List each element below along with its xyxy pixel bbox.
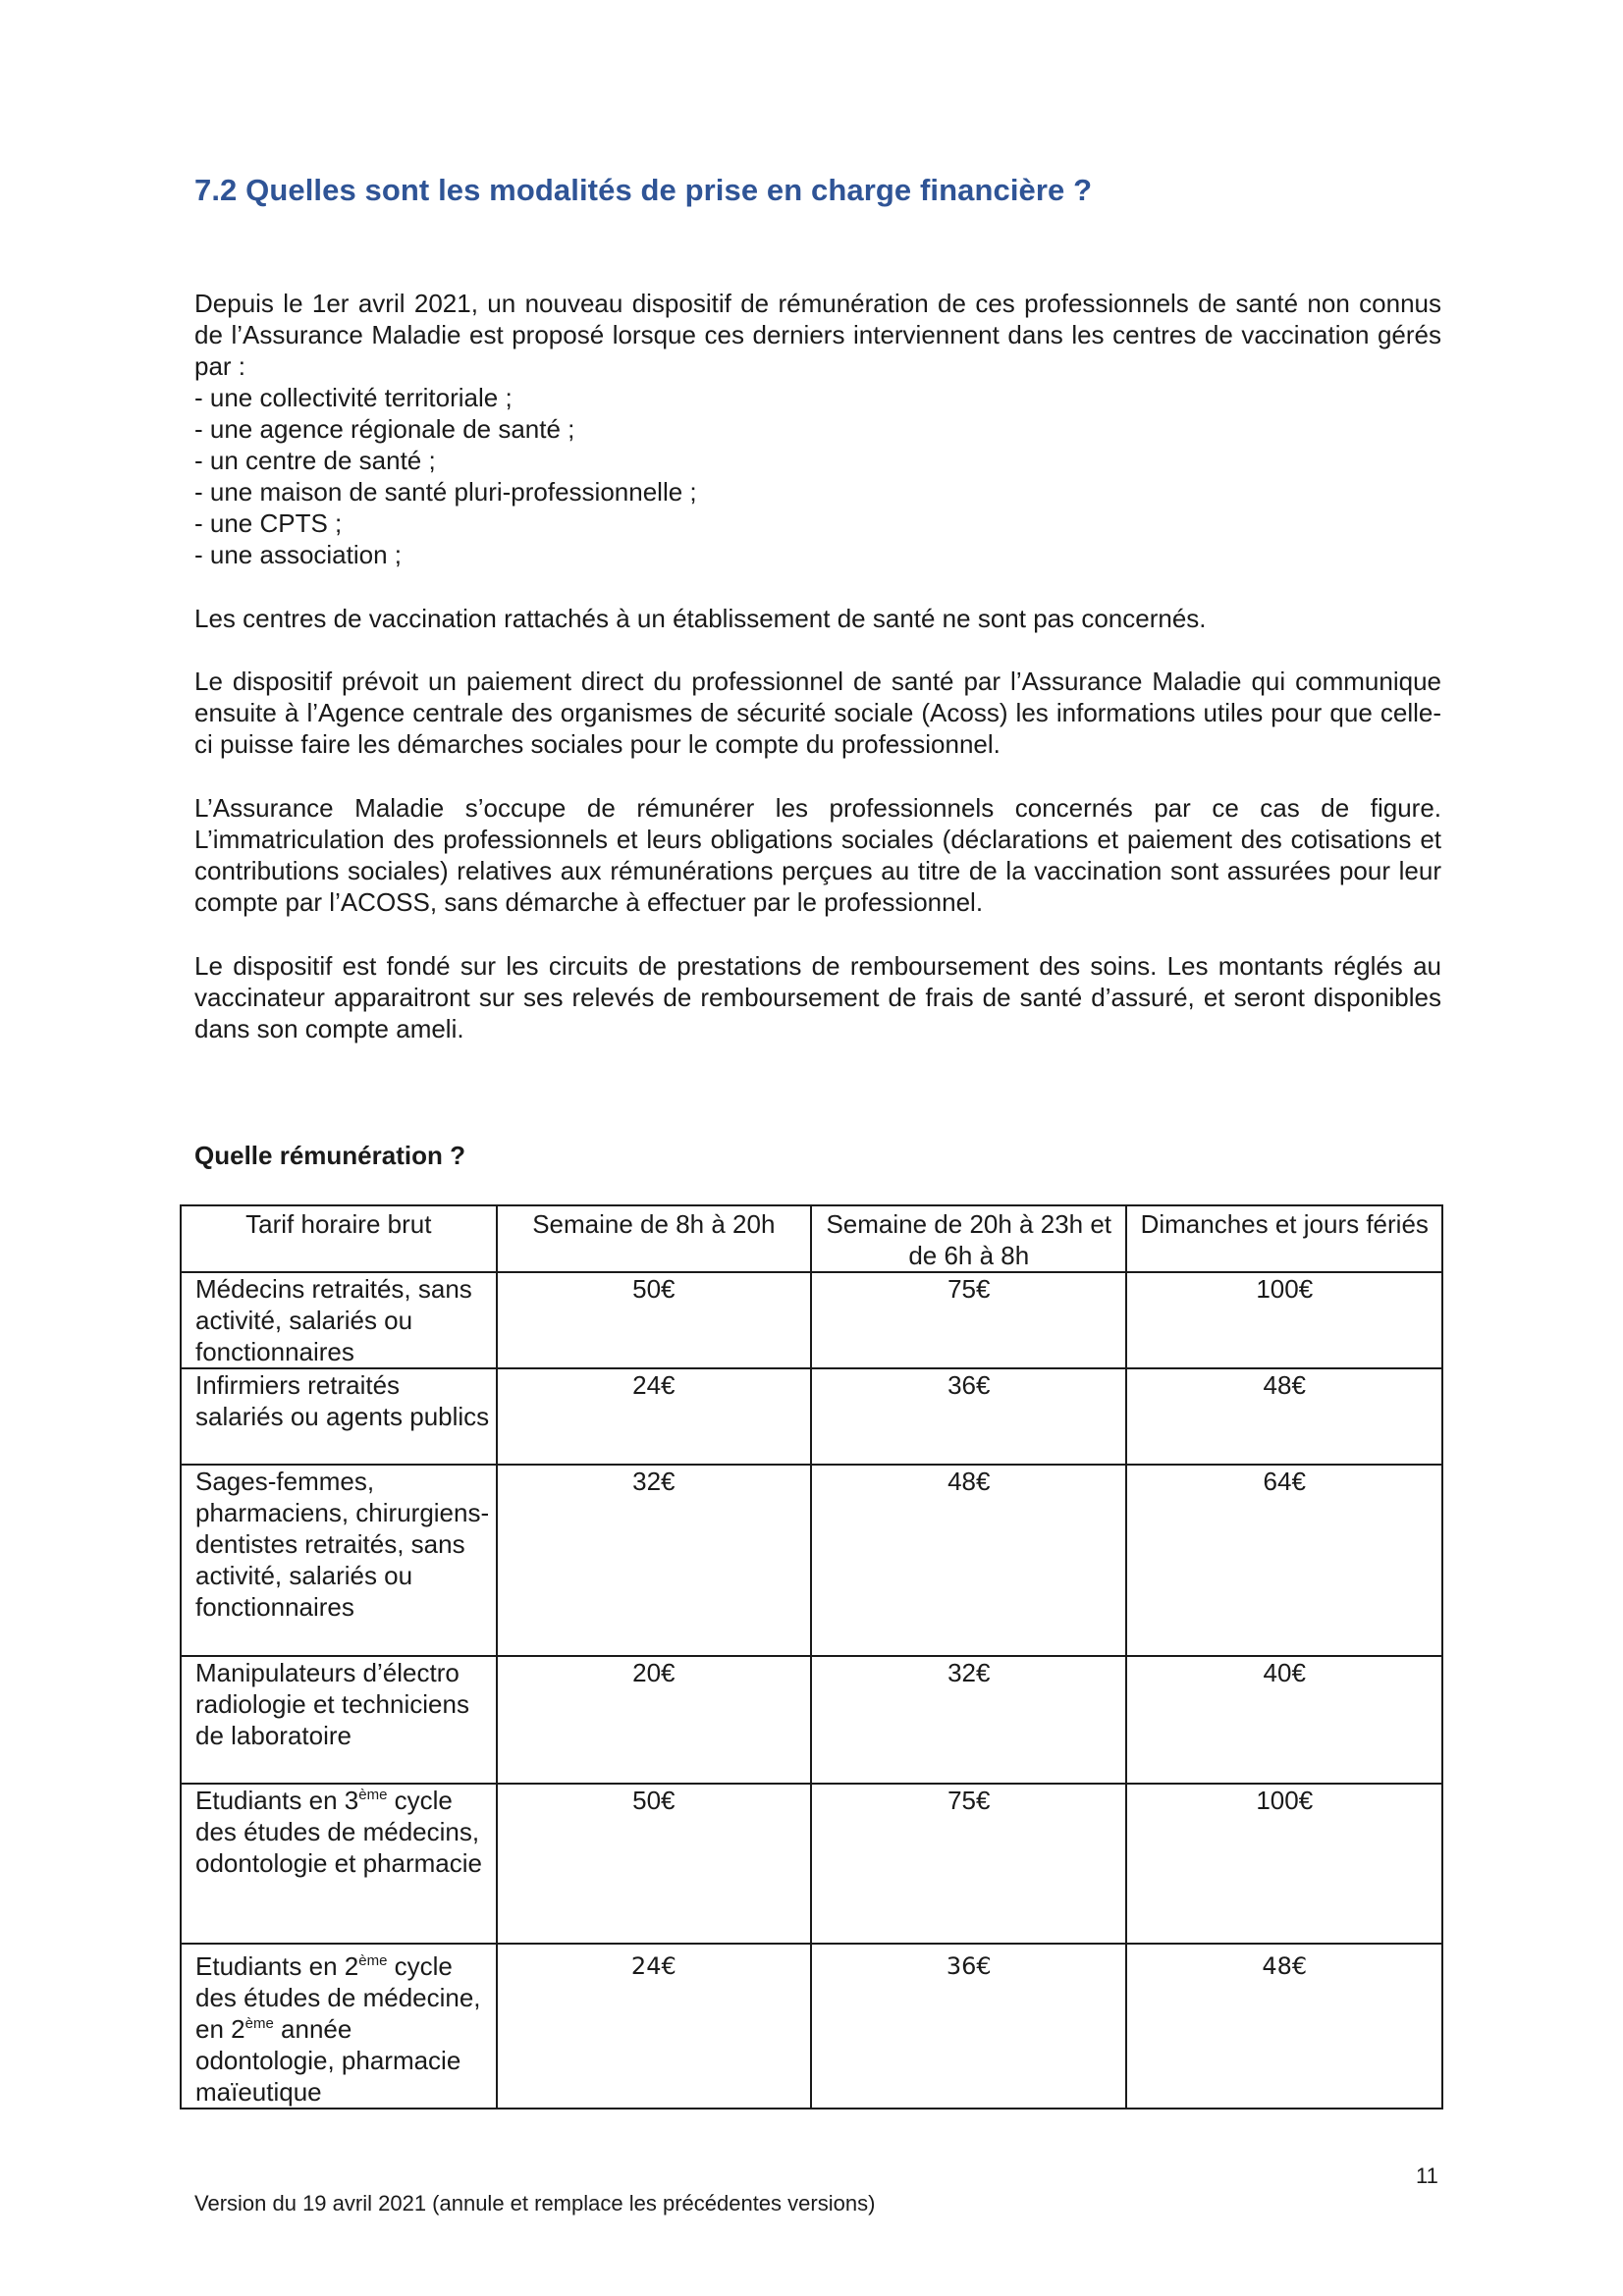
rate-cell: 48€ (811, 1465, 1126, 1656)
row-label: Sages-femmes, pharmaciens, chirurgiens-dentistes retraités, sans activité, salariés ou fonctionnaires (181, 1465, 497, 1656)
list-item: - une collectivité territoriale ; (194, 383, 513, 412)
rate-cell: 32€ (497, 1465, 811, 1656)
rate-cell: 48€ (1126, 1944, 1442, 2109)
rate-cell: 20€ (497, 1656, 811, 1784)
paragraph-reimbursement: Le dispositif est fondé sur les circuits de prestations de remboursement des soins. Les montants réglés au vaccinateur apparaitront sur ses relevés de remboursement de frais de santé d’assuré, et seront disponibles dans son compte ameli. (194, 951, 1441, 1043)
column-header: Semaine de 8h à 20h (497, 1205, 811, 1272)
column-header: Semaine de 20h à 23h et de 6h à 8h (811, 1205, 1126, 1272)
page-number: 11 (1416, 2163, 1438, 2188)
list-item: - une CPTS ; (194, 508, 343, 538)
row-label: Etudiants en 3ème cycle des études de médecins, odontologie et pharmacie (181, 1784, 497, 1944)
rate-cell: 24€ (497, 1368, 811, 1465)
rate-cell: 36€ (811, 1368, 1126, 1465)
rate-cell: 75€ (811, 1784, 1126, 1944)
rate-cell: 36€ (811, 1944, 1126, 2109)
table-title: Quelle rémunération ? (194, 1141, 465, 1170)
table-row (181, 1784, 1442, 1944)
table-row (181, 1368, 1442, 1465)
rate-cell: 75€ (811, 1272, 1126, 1368)
rate-cell: 100€ (1126, 1272, 1442, 1368)
table-row (181, 1465, 1442, 1656)
intro-paragraph: Depuis le 1er avril 2021, un nouveau dispositif de rémunération de ces professionnels de santé non connus de l’Assurance Maladie est proposé lorsque ces derniers interviennent dans les centres de vaccination gérés par : (194, 289, 1441, 381)
rate-cell: 24€ (497, 1944, 811, 2109)
rate-cell: 50€ (497, 1272, 811, 1368)
paragraph-direct-payment: Le dispositif prévoit un paiement direct du professionnel de santé par l’Assurance Maladie qui communique ensuite à l’Agence centrale des organismes de sécurité sociale (Acoss) les informations utiles pour que celle-ci puisse faire les démarches sociales pour le compte du professionnel. (194, 667, 1441, 759)
footer-version: Version du 19 avril 2021 (annule et remplace les précédentes versions) (194, 2191, 876, 2216)
row-label: Etudiants en 2ème cycle des études de médecine, en 2ème année odontologie, pharmacie maïeutique (181, 1944, 497, 2109)
list-item: - un centre de santé ; (194, 446, 436, 475)
rate-cell: 64€ (1126, 1465, 1442, 1656)
table-header-row (181, 1205, 1442, 1272)
row-label: Médecins retraités, sans activité, salariés ou fonctionnaires (181, 1272, 497, 1368)
row-label: Infirmiers retraités salariés ou agents publics (181, 1368, 497, 1465)
rate-cell: 48€ (1126, 1368, 1442, 1465)
paragraph-exclusion: Les centres de vaccination rattachés à un établissement de santé ne sont pas concernés. (194, 604, 1207, 633)
rate-cell: 32€ (811, 1656, 1126, 1784)
table-row (181, 1656, 1442, 1784)
list-item: - une maison de santé pluri-professionnelle ; (194, 477, 697, 507)
list-item: - une association ; (194, 540, 403, 569)
column-header: Tarif horaire brut (181, 1205, 497, 1272)
list-item: - une agence régionale de santé ; (194, 414, 575, 444)
row-label: Manipulateurs d’électro radiologie et techniciens de laboratoire (181, 1656, 497, 1784)
center-types-list (194, 382, 697, 570)
remuneration-table (180, 1204, 1443, 2109)
rate-cell: 40€ (1126, 1656, 1442, 1784)
rate-cell: 50€ (497, 1784, 811, 1944)
paragraph-acoss: L’Assurance Maladie s’occupe de rémunérer les professionnels concernés par ce cas de figure. L’immatriculation des professionnels et leurs obligations sociales (déclarations et paiement des cotisations et contributions sociales) relatives aux rémunérations perçues au titre de la vaccination sont assurées pour leur compte par l’ACOSS, sans démarche à effectuer par le professionnel. (194, 793, 1441, 917)
section-title: 7.2 Quelles sont les modalités de prise en charge financière ? (194, 173, 1093, 207)
table-row (181, 1272, 1442, 1368)
rate-cell: 100€ (1126, 1784, 1442, 1944)
table-row (181, 1944, 1442, 2109)
column-header: Dimanches et jours fériés (1126, 1205, 1442, 1272)
